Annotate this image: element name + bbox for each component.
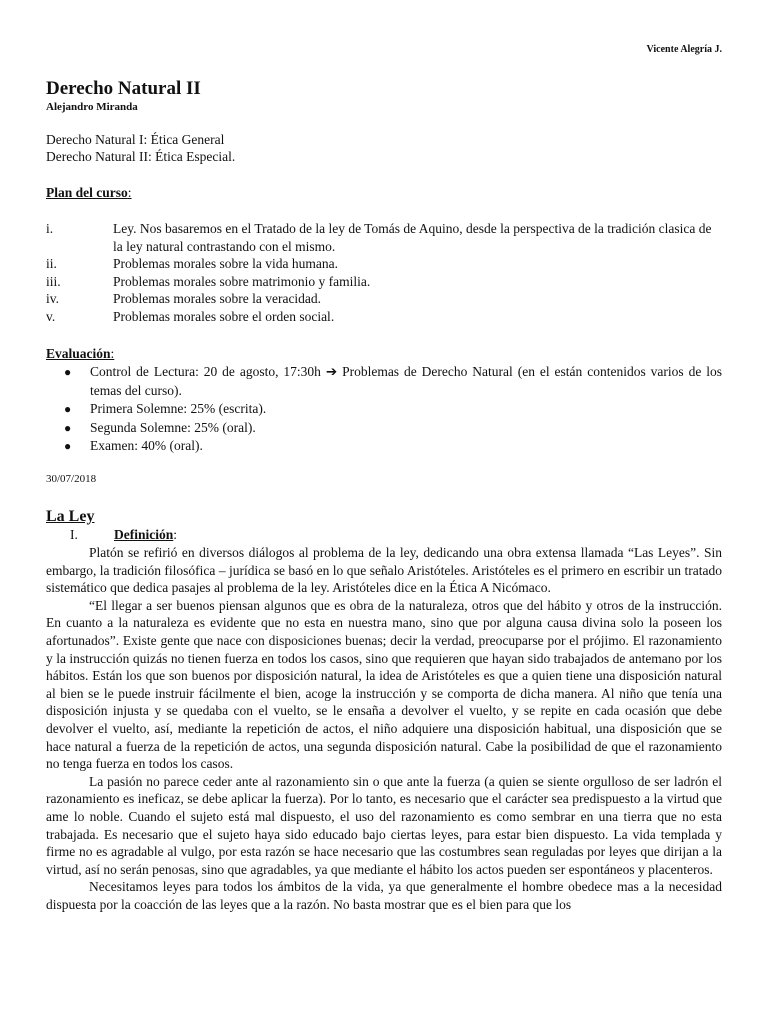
plan-item xyxy=(46,220,722,255)
plan-item-number: v. xyxy=(46,308,56,324)
plan-item-number: iii. xyxy=(46,273,61,289)
evaluation-item-text: Segunda Solemne: 25% (oral). xyxy=(90,419,256,435)
evaluation-item-text: Examen: 40% (oral). xyxy=(90,438,203,453)
plan-item xyxy=(46,255,722,273)
evaluation-item-text: Primera Solemne: 25% (escrita). xyxy=(90,401,267,416)
plan-item-number: iv. xyxy=(46,291,59,307)
plan-heading-text: Plan del curso xyxy=(46,185,128,200)
evaluation-list xyxy=(64,363,722,456)
bullet-icon: ● xyxy=(64,402,72,416)
evaluation-item xyxy=(64,400,722,419)
paragraph: Platón se refirió en diversos diálogos al problema de la ley, dedicando una obra extensa llamada “Las Leyes”. Sin embargo, la tradición filosófica – jurídica se basó en lo que señalo Aristóteles. Aristóteles es el primero en escribir un tratado sistemático que dedica pasajes al problema de la ley. Aristóteles dice en la Ética A Nicómaco. xyxy=(46,545,722,596)
paragraph: Necesitamos leyes para todos los ámbitos de la vida, ya que generalmente el hombre obedece mas a la necesidad dispuesta por la coacción de las leyes que a la razón. No basta mostrar que es el bien para que los xyxy=(46,879,722,912)
section-title: La Ley xyxy=(46,508,95,525)
evaluation-item-text: Control de Lectura: 20 de agosto, 17:30h ➔ Problemas de Derecho Natural (en el están contenidos varios de los temas del curso). xyxy=(90,364,722,398)
paragraph: La pasión no parece ceder ante al razonamiento sin o que ante la fuerza (a quien se siente orgulloso de ser ladrón el razonamiento es ineficaz, se debe aplicar la fuerza). Por lo tanto, es necesario que el carácter sea predispuesto a la virtud que ame lo noble. Cuando el sujeto está mal dispuesto, el uso del razonamiento es como sembrar en una tierra que no esta trabajada. Es necesario que el sujeto haya sido educado bajo ciertas leyes, para estar bien dispuesto. La vida templada y firme no es agradable al vulgo, por esta razón se hace necesario que las costumbres sean reguladas por leyes que dirijan a la virtud, así no serán penosas, sino que agradables, ya que mediante el hábito los actos pueden ser espontáneos y placenteros. xyxy=(46,773,722,877)
document-title: Derecho Natural II xyxy=(46,78,201,99)
evaluation-item xyxy=(64,419,722,438)
course-line: Derecho Natural II: Ética Especial. xyxy=(46,149,236,164)
plan-item-text: Problemas morales sobre la veracidad. xyxy=(113,291,322,307)
plan-item-number: ii. xyxy=(46,256,57,272)
plan-heading: Plan del curso: xyxy=(46,185,132,200)
author-header: Vicente Alegría J. xyxy=(646,44,722,55)
course-line: Derecho Natural I: Ética General xyxy=(46,132,225,147)
body-text xyxy=(46,544,722,913)
subsection-number: I. xyxy=(70,527,78,542)
evaluation-heading: Evaluación: xyxy=(46,346,115,361)
plan-item-text: Problemas morales sobre la vida humana. xyxy=(113,256,338,272)
plan-item xyxy=(46,308,722,326)
plan-list xyxy=(46,220,722,326)
paragraph: “El llegar a ser buenos piensan algunos que es obra de la naturaleza, otros que del hábito y otros de la instrucción. En cuanto a la naturaleza es evidente que no esta en nuestra mano, sino que por alguna causa divina solo la poseen los afortunados”. Existe gente que nace con disposiciones buenas; decir la verdad, preocuparse por el prójimo. El razonamiento y la instrucción quizás no tienen fuerza en todos los casos, sino que requieren que hayan sido trabajados de antemano por los hábitos. Están los que son buenos por disposición natural, la idea de Aristóteles es que a quien tiene una disposición natural al bien se le puede instruir fácilmente el bien, acoge la instrucción y se comporta de dicha manera. Al niño que tenía una disposición injusta y se quedaba con el vuelto, se le ensaña a devolver el vuelto, y se repite en cada ocasión que debe devolver el vuelto, así, mediante la repetición de actos, el niño adquiere una disposición habitual, una disposición que se hace natural a fuerza de la repetición de actos, una segunda disposición natural. Cabe la posibilidad de que el razonamiento no tenga fuerza en todos los casos. xyxy=(46,597,722,772)
subsection-heading: I. Definición : xyxy=(70,527,178,542)
plan-item xyxy=(46,273,722,291)
date-label: 30/07/2018 xyxy=(46,473,97,485)
plan-item-text: Problemas morales sobre el orden social. xyxy=(113,308,335,324)
bullet-icon: ● xyxy=(64,365,72,379)
plan-item-text: Ley. Nos basaremos en el Tratado de la ley de Tomás de Aquino, desde la perspectiva de la tradición clasica de la ley natural contrastando con el mismo. xyxy=(113,221,712,254)
plan-item-text: Problemas morales sobre matrimonio y familia. xyxy=(113,273,371,289)
bullet-icon: ● xyxy=(64,439,72,453)
evaluation-item xyxy=(64,437,722,456)
plan-item-number: i. xyxy=(46,221,54,236)
subsection-label: Definición xyxy=(114,527,174,542)
bullet-icon: ● xyxy=(64,420,72,435)
evaluation-heading-text: Evaluación xyxy=(46,346,111,361)
document-subtitle: Alejandro Miranda xyxy=(46,101,138,113)
evaluation-item xyxy=(64,363,722,400)
course-lines xyxy=(46,131,235,165)
plan-item xyxy=(46,290,722,308)
